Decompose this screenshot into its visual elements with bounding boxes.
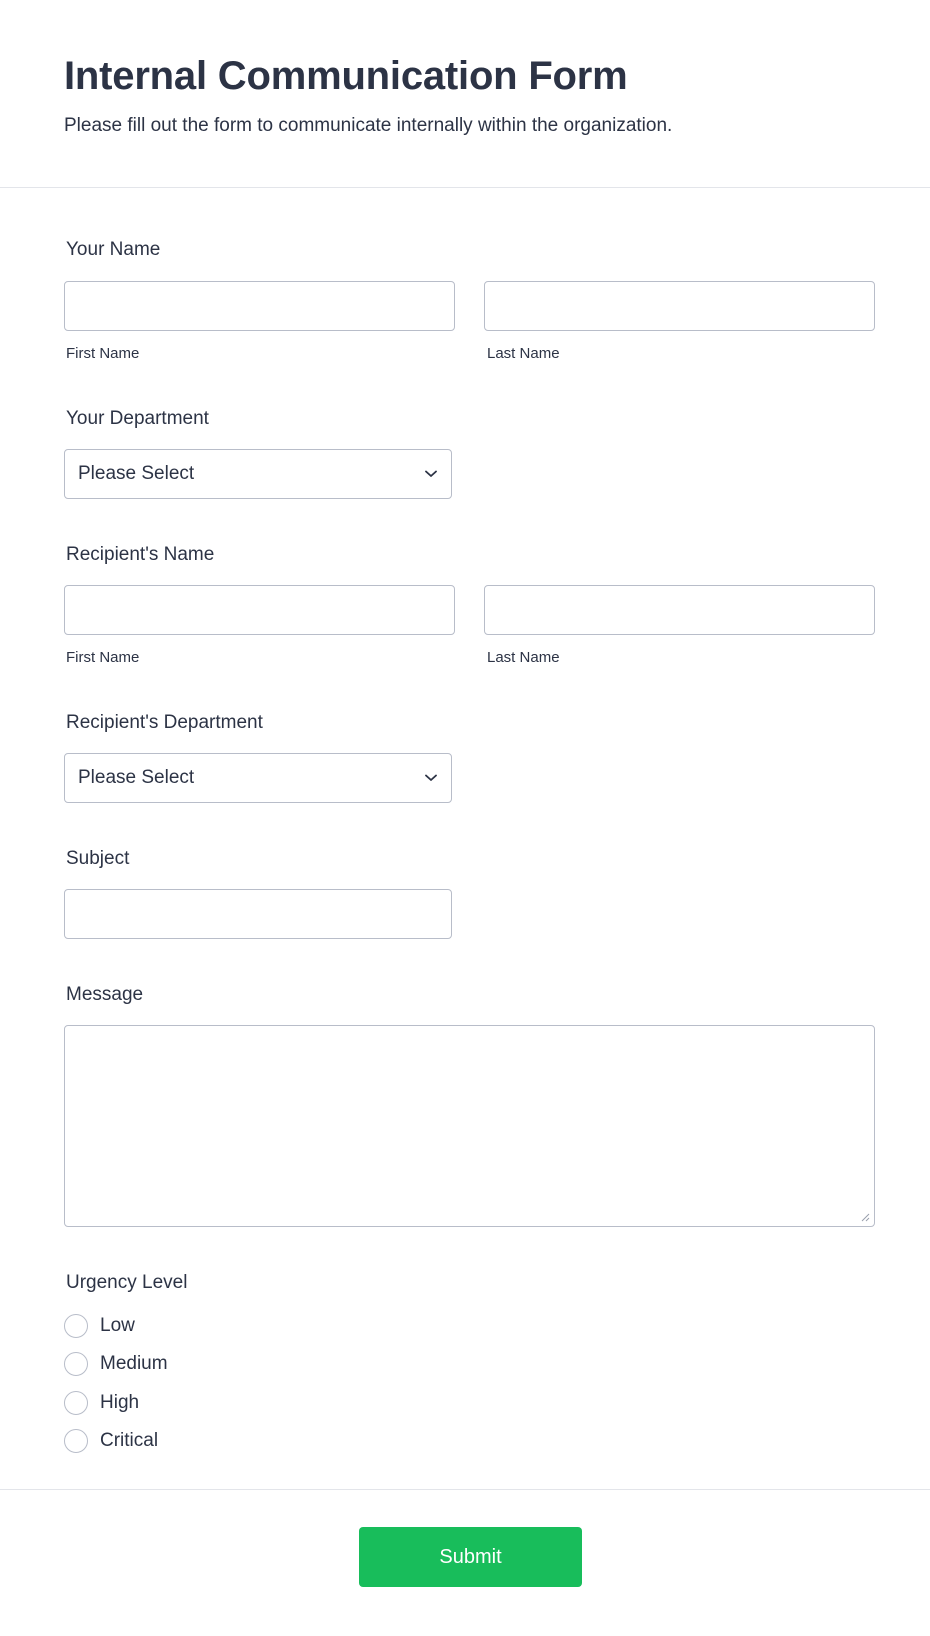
your-department-selected: Please Select <box>78 463 195 484</box>
urgency-option-label: High <box>100 1392 140 1413</box>
urgency-option-medium[interactable] <box>64 1352 168 1376</box>
form-subtitle: Please fill out the form to communicate internally within the organization. <box>64 115 673 136</box>
recipient-first-name-input[interactable] <box>64 585 455 635</box>
your-first-name-sublabel: First Name <box>66 345 140 362</box>
radio-button[interactable] <box>64 1352 88 1376</box>
submit-button[interactable]: Submit <box>359 1527 582 1587</box>
subject-input[interactable] <box>64 889 452 939</box>
urgency-option-label: Low <box>100 1315 135 1336</box>
your-name-label: Your Name <box>66 239 161 260</box>
recipient-department-label: Recipient's Department <box>66 712 263 733</box>
urgency-option-label: Medium <box>100 1353 168 1374</box>
your-department-label: Your Department <box>66 408 209 429</box>
form-header <box>0 0 930 188</box>
chevron-down-icon <box>424 467 438 481</box>
chevron-down-icon <box>424 771 438 785</box>
your-last-name-input[interactable] <box>484 281 875 331</box>
urgency-option-label: Critical <box>100 1430 159 1451</box>
urgency-option-low[interactable] <box>64 1314 135 1338</box>
subject-label: Subject <box>66 848 130 869</box>
resize-handle-icon[interactable] <box>861 1213 870 1222</box>
urgency-option-critical[interactable] <box>64 1429 158 1453</box>
recipient-last-name-input[interactable] <box>484 585 875 635</box>
recipient-last-name-sublabel: Last Name <box>487 649 560 666</box>
recipient-name-label: Recipient's Name <box>66 544 215 565</box>
recipient-department-select[interactable] <box>64 753 452 803</box>
recipient-department-selected: Please Select <box>78 767 195 788</box>
radio-button[interactable] <box>64 1391 88 1415</box>
recipient-first-name-sublabel: First Name <box>66 649 140 666</box>
radio-button[interactable] <box>64 1429 88 1453</box>
message-label: Message <box>66 984 144 1005</box>
form-title: Internal Communication Form <box>64 54 628 98</box>
your-first-name-input[interactable] <box>64 281 455 331</box>
footer-divider <box>0 1489 930 1490</box>
message-textarea[interactable] <box>64 1025 875 1227</box>
urgency-option-high[interactable] <box>64 1391 139 1415</box>
your-department-select[interactable] <box>64 449 452 499</box>
urgency-label: Urgency Level <box>66 1272 188 1293</box>
radio-button[interactable] <box>64 1314 88 1338</box>
your-last-name-sublabel: Last Name <box>487 345 560 362</box>
